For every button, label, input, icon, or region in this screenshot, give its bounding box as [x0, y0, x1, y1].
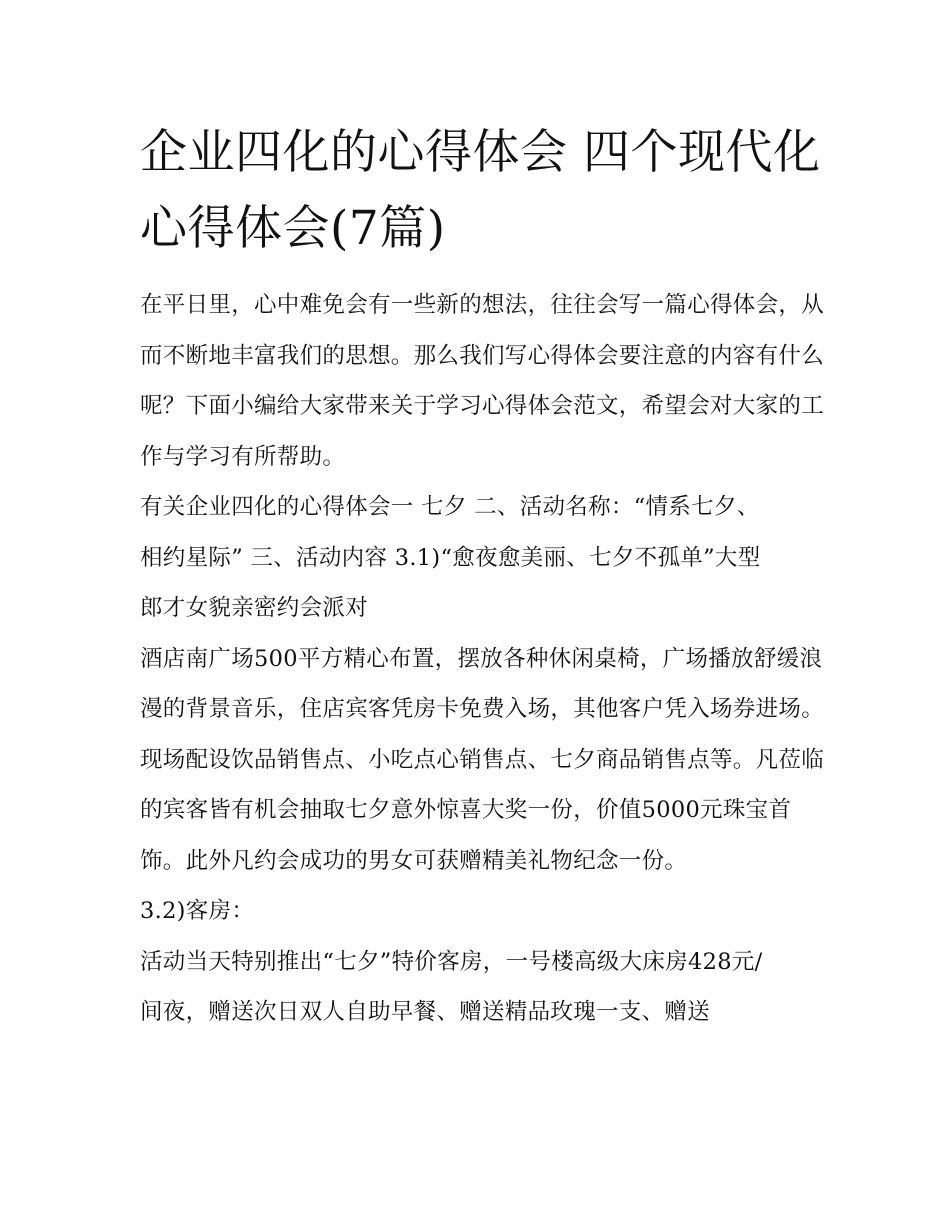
activity-paragraph: 有关企业四化的心得体会一 七夕 二、活动名称：“情系七夕、相约星际” 三、活动内容 3.1)“愈夜愈美丽、七夕不孤单”大型郎才女貌亲密约会派对	[140, 494, 761, 621]
venue-paragraph: 酒店南广场500平方精心布置，摆放各种休闲桌椅，广场播放舒缓浪漫的背景音乐，住店宾客凭房卡免费入场，其他客户凭入场券进场。现场配设饮品销售点、小吃点心销售点、七夕商品销售点等。凡莅临的宾客皆有机会抽取七夕意外惊喜大奖一份，价值5000元珠宝首饰。此外凡约会成功的男女可获赠精美礼物纪念一份。	[140, 645, 825, 874]
document-body	[140, 280, 830, 1038]
intro-paragraph: 在平日里，心中难免会有一些新的想法，往往会写一篇心得体会，从而不断地丰富我们的思想。那么我们写心得体会要注意的内容有什么呢？下面小编给大家带来关于学习心得体会范文，希望会对大家的工作与学习有所帮助。	[140, 292, 825, 470]
rooms-paragraph: 活动当天特别推出“七夕”特价客房，一号楼高级大床房428元/间夜，赠送次日双人自助早餐、赠送精品玫瑰一支、赠送	[140, 948, 763, 1025]
document-title: 企业四化的心得体会 四个现代化心得体会(7篇)	[140, 125, 821, 256]
rooms-heading: 3.2)客房：	[140, 898, 255, 924]
